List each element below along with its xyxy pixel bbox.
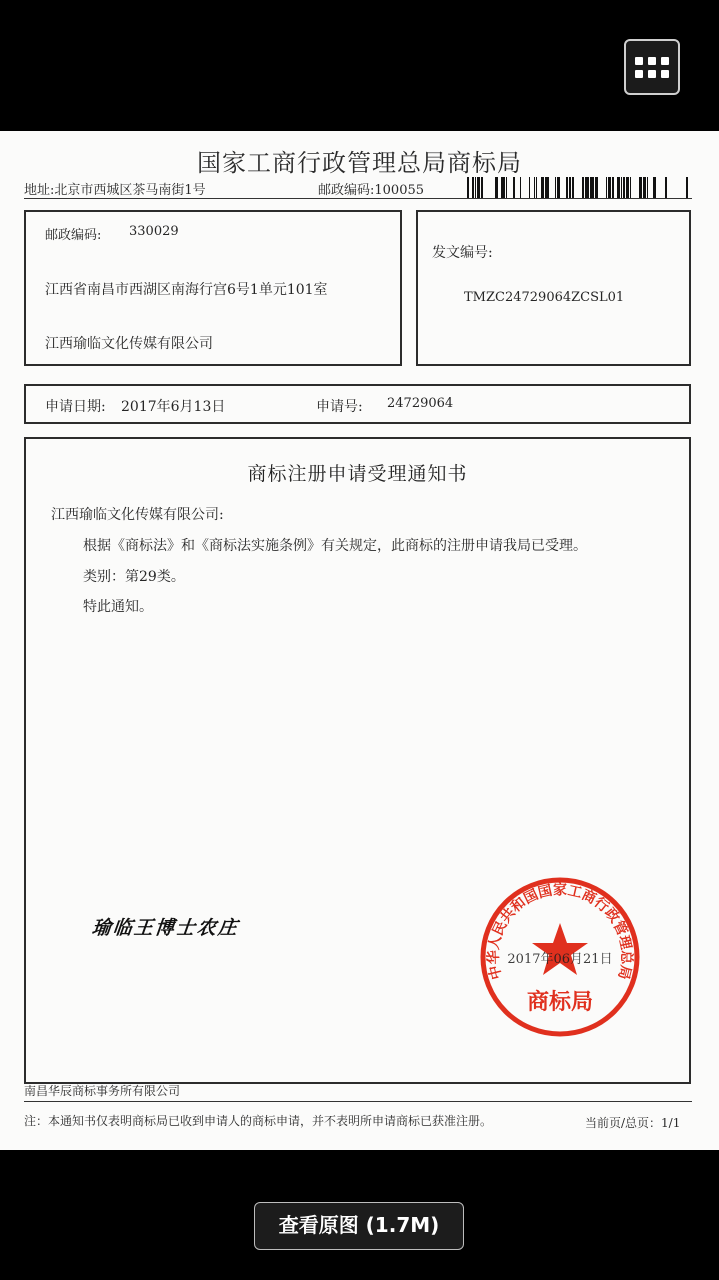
recipient-postcode-label: 邮政编码: [45,228,102,243]
application-box [24,384,691,424]
recipient-box [24,210,402,366]
notice-body-line2: 类别：第29类。 [83,569,185,585]
seal-center-text: 商标局 [526,990,594,1015]
page-info: 当前页/总页：1/1 [585,1116,681,1130]
grid-menu-button[interactable] [624,39,680,95]
application-number-label: 申请号: [316,399,363,415]
header-divider [24,198,692,199]
office-address: 地址:北京市西城区茶马南街1号 [24,183,206,198]
notice-title: 商标注册申请受理通知书 [247,463,468,485]
doc-number-box [416,210,691,366]
official-seal [478,875,642,1039]
notice-body-line1: 根据《商标法》和《商标法实施条例》有关规定，此商标的注册申请我局已受理。 [83,538,587,554]
seal-star [532,923,588,975]
barcode [467,177,689,199]
agency-name: 南昌华辰商标事务所有限公司 [24,1084,181,1098]
notice-body-line3: 特此通知。 [83,599,153,615]
recipient-address: 江西省南昌市西湖区南海行宫6号1单元101室 [45,282,328,298]
office-postcode: 邮政编码:100055 [318,183,425,198]
recipient-company: 江西瑜临文化传媒有限公司 [45,336,213,352]
view-original-button[interactable]: 查看原图 (1.7M) [254,1202,464,1250]
recipient-postcode-value: 330029 [129,224,179,239]
office-title: 国家工商行政管理总局商标局 [197,149,522,177]
application-number-value: 24729064 [387,396,454,411]
application-date-value: 2017年6月13日 [121,399,226,415]
signature: 瑜临王博士农庄 [90,917,241,939]
notice-addressee: 江西瑜临文化传媒有限公司: [51,507,224,523]
seal-date: 2017年06月21日 [507,952,613,967]
footnote: 注：本通知书仅表明商标局已收到申请人的商标申请，并不表明所申请商标已获准注册。 [24,1114,493,1128]
document-image [0,131,719,1150]
doc-number-label: 发文编号: [432,245,493,261]
application-date-label: 申请日期: [45,399,106,415]
doc-number-value: TMZC24729064ZCSL01 [464,290,625,305]
grid-icon [635,57,643,65]
footer-divider [24,1101,692,1102]
seal-ring-text: 中华人民共和国国家工商行政管理总局 [485,882,635,981]
